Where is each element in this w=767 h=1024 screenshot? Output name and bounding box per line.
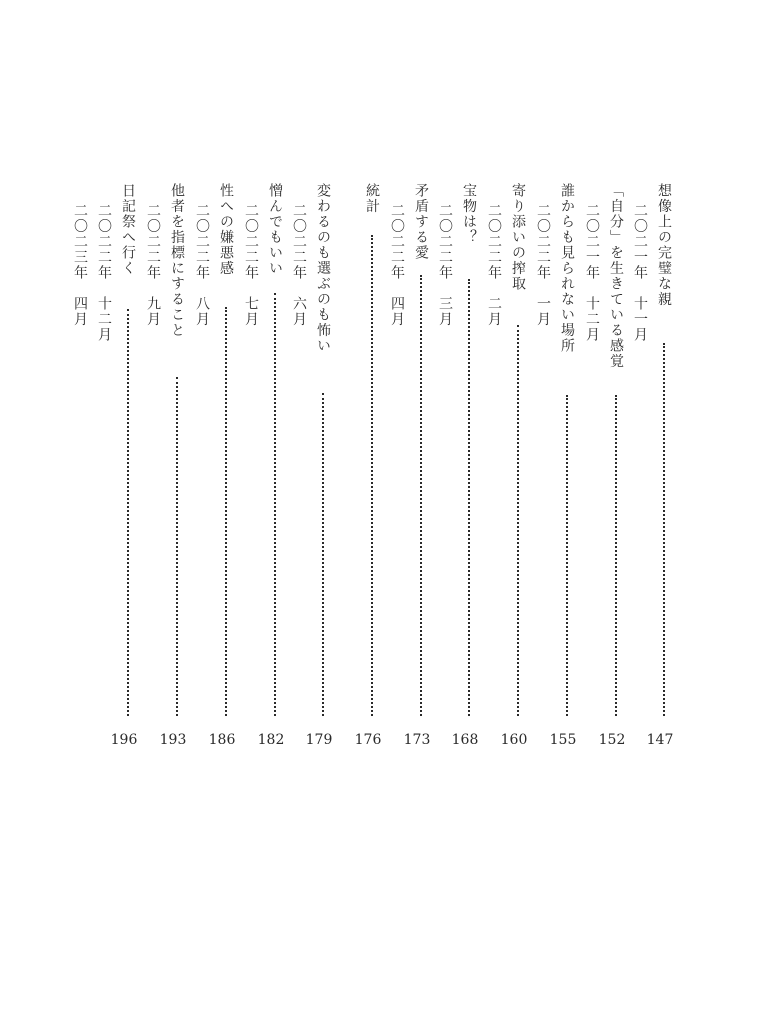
toc-entry-date: 二〇二二年 七月 <box>243 203 259 327</box>
dot-leader <box>322 393 324 716</box>
toc-entry-title: 宝物は？ <box>461 183 477 245</box>
toc-entry-title: 誰からも見られない場所 <box>559 183 575 354</box>
toc-entry-page-number: 147 <box>646 732 674 748</box>
dot-leader <box>127 309 129 716</box>
toc-entry-title: 寄り添いの搾取 <box>510 183 526 292</box>
toc-entry-date: 二〇二二年 二月 <box>486 203 502 327</box>
toc-entry-date: 二〇二一年 十一月 <box>632 203 648 343</box>
toc-entry-title: 「自分」を生きている感覚 <box>608 183 624 369</box>
dot-leader <box>420 275 422 716</box>
toc-entry[interactable] <box>486 183 536 748</box>
toc-entry-title: 憎んでもいい <box>267 183 283 276</box>
toc-entry-page-number: 196 <box>110 732 138 748</box>
dot-leader <box>615 395 617 716</box>
toc-entry-date: 二〇二二年 一月 <box>535 203 551 327</box>
toc-entry-page-number: 160 <box>500 732 528 748</box>
toc-entry[interactable] <box>291 183 341 748</box>
dot-leader <box>274 293 276 716</box>
dot-leader <box>468 279 470 716</box>
toc-entry[interactable] <box>437 183 487 748</box>
toc-entry[interactable] <box>389 183 439 748</box>
toc-entry-page-number: 173 <box>403 732 431 748</box>
toc-entry-date: 二〇二二年 十二月 <box>96 203 112 343</box>
toc-entry-page-number: 152 <box>598 732 626 748</box>
toc-entry-date: 二〇二二年 九月 <box>145 203 161 327</box>
toc-entry-page-number: 186 <box>208 732 236 748</box>
toc-entry-title: 日記祭へ行く <box>120 183 136 276</box>
toc-entry-page-number: 193 <box>159 732 187 748</box>
dot-leader <box>176 377 178 716</box>
toc-entry[interactable] <box>584 183 634 748</box>
toc-entry-date: 二〇二二年 八月 <box>194 203 210 327</box>
toc-entry[interactable] <box>632 183 682 748</box>
toc-entry-date: 二〇二三年 四月 <box>72 203 88 327</box>
toc-entry[interactable] <box>145 183 195 748</box>
dot-leader <box>225 307 227 716</box>
toc-entry-page-number: 168 <box>451 732 479 748</box>
toc-entry[interactable] <box>340 183 390 748</box>
toc-entry-page-number: 179 <box>305 732 333 748</box>
toc-entry-date-only <box>72 183 122 748</box>
dot-leader <box>517 325 519 716</box>
dot-leader <box>663 343 665 716</box>
toc-entry-title: 想像上の完璧な親 <box>656 183 672 307</box>
toc-entry-title: 統計 <box>364 183 380 214</box>
toc-entry-title: 性への嫌悪感 <box>218 183 234 276</box>
toc-entry-date: 二〇二二年 四月 <box>389 203 405 327</box>
toc-entry-page-number: 182 <box>257 732 285 748</box>
toc-entry-date: 二〇二二年 三月 <box>437 203 453 327</box>
toc-entry-title: 変わるのも選ぶのも怖い <box>315 183 331 354</box>
toc-entry-title: 矛盾する愛 <box>413 183 429 261</box>
toc-entry-page-number: 176 <box>354 732 382 748</box>
toc-entry-date: 二〇二一年 十二月 <box>584 203 600 343</box>
toc-entry[interactable] <box>194 183 244 748</box>
dot-leader <box>566 395 568 716</box>
toc-entry[interactable] <box>243 183 293 748</box>
toc-entry-date: 二〇二二年 六月 <box>291 203 307 327</box>
toc-entry-title: 他者を指標にすること <box>169 183 185 338</box>
dot-leader <box>371 235 373 716</box>
toc-entry[interactable] <box>535 183 585 748</box>
toc-entry-page-number: 155 <box>549 732 577 748</box>
